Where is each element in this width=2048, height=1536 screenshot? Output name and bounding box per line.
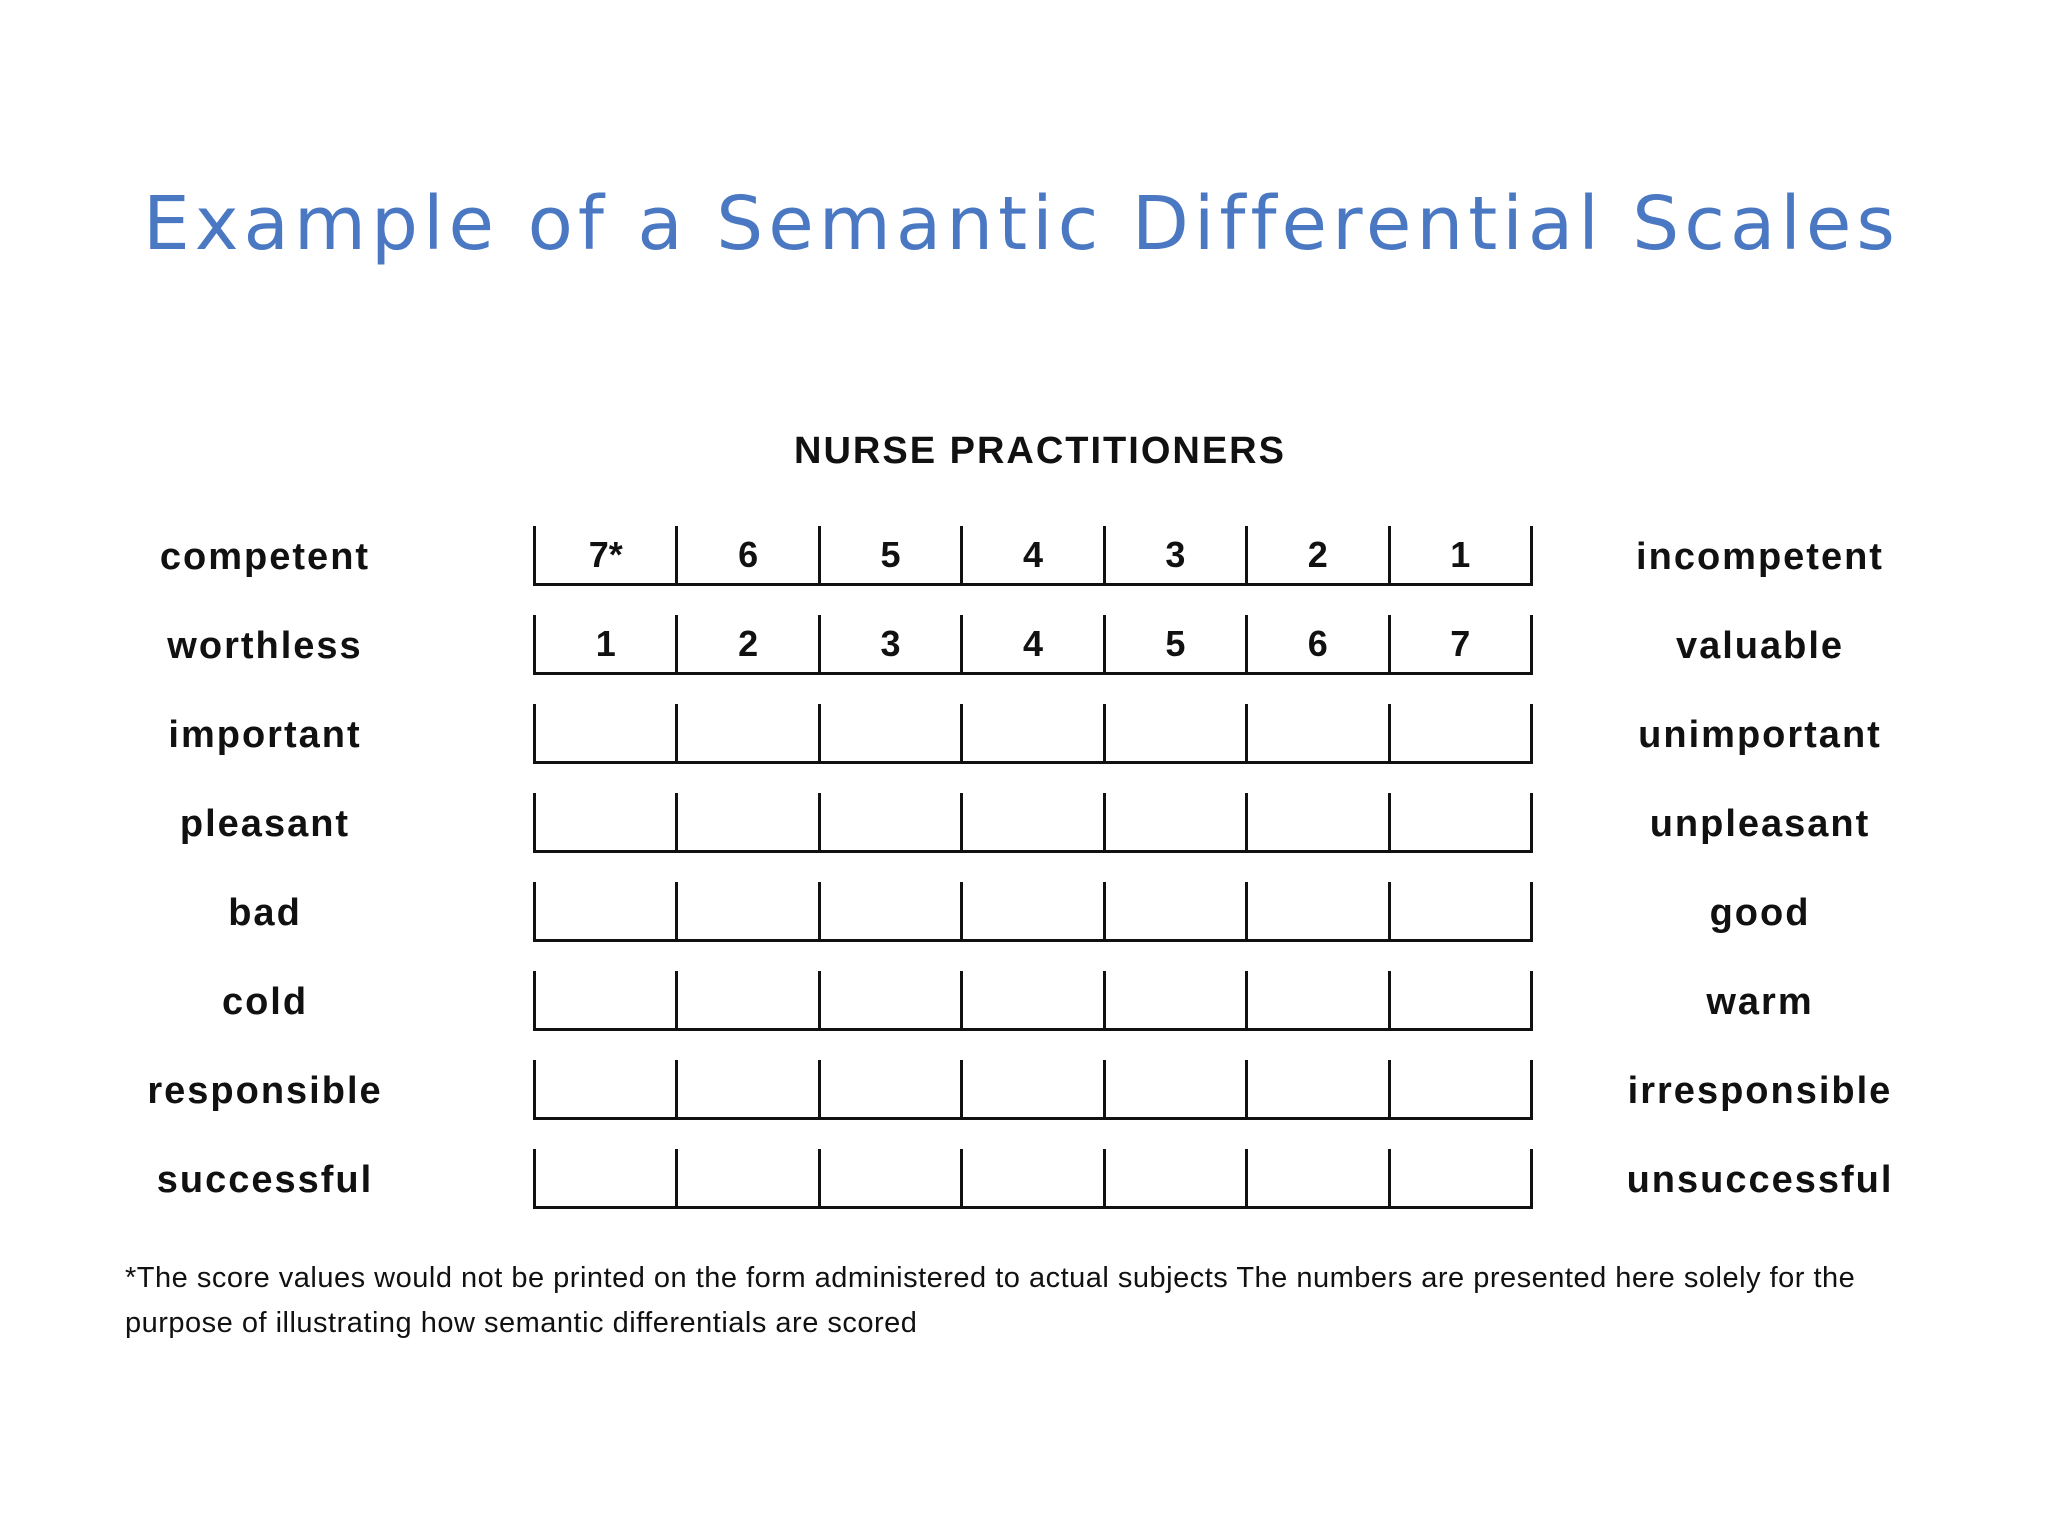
scale-cell: [675, 793, 817, 850]
scale-cell: [1245, 1060, 1387, 1117]
scale-cell: [533, 1060, 675, 1117]
scale-cell: [818, 704, 960, 761]
scale-cell: [1388, 971, 1533, 1028]
scale-cell: 1: [533, 615, 675, 672]
scale-cell: 4: [960, 526, 1102, 583]
scale-rows: [120, 522, 1970, 1234]
scale-cell: [960, 1060, 1102, 1117]
adjective-left: responsible: [147, 1070, 383, 1112]
rating-scale: [533, 704, 1533, 764]
scale-cell: [1388, 1149, 1533, 1206]
scale-cell: [1245, 971, 1387, 1028]
scale-cell: [818, 971, 960, 1028]
rating-scale: [533, 971, 1533, 1031]
scale-cell: [818, 793, 960, 850]
adjective-right: unpleasant: [1649, 803, 1871, 845]
scale-cell: 2: [1245, 526, 1387, 583]
scale-row-responsible: [120, 1056, 1970, 1145]
adjective-right: unimportant: [1638, 714, 1882, 756]
adjective-left: worthless: [167, 625, 363, 667]
scale-row-bad: [120, 878, 1970, 967]
scale-cell: [960, 971, 1102, 1028]
adjective-left: important: [168, 714, 362, 756]
scale-cell: [1103, 882, 1245, 939]
scale-row-important: [120, 700, 1970, 789]
scale-row-competent: [120, 522, 1970, 611]
scale-cell: [818, 882, 960, 939]
adjective-left: pleasant: [179, 803, 351, 845]
scale-cell: [1245, 793, 1387, 850]
adjective-right: warm: [1706, 981, 1814, 1023]
scale-cell: 3: [818, 615, 960, 672]
scale-cell: [1245, 1149, 1387, 1206]
scale-cell: [533, 1149, 675, 1206]
adjective-right: good: [1709, 892, 1811, 934]
scale-cell: [960, 793, 1102, 850]
scale-cell: [1388, 882, 1533, 939]
adjective-right: irresponsible: [1627, 1070, 1893, 1112]
adjective-right: incompetent: [1636, 536, 1884, 578]
rating-scale: [533, 615, 1533, 675]
scale-cell: [1103, 793, 1245, 850]
slide-title: Example of a Semantic Differential Scales: [143, 181, 1900, 267]
scale-cell: [960, 1149, 1102, 1206]
rating-scale: [533, 1060, 1533, 1120]
scale-cell: 7: [1388, 615, 1533, 672]
scale-cell: [1245, 704, 1387, 761]
scale-cell: 4: [960, 615, 1102, 672]
scale-cell: 6: [1245, 615, 1387, 672]
scale-cell: [533, 793, 675, 850]
scale-cell: [1103, 704, 1245, 761]
scale-cell: [960, 882, 1102, 939]
adjective-left: bad: [228, 892, 302, 934]
adjective-right: valuable: [1675, 625, 1845, 667]
scale-cell: [533, 704, 675, 761]
scale-row-cold: [120, 967, 1970, 1056]
scale-cell: [960, 704, 1102, 761]
scale-cell: [1245, 882, 1387, 939]
scale-cell: 5: [818, 526, 960, 583]
adjective-left: cold: [221, 981, 309, 1023]
scale-cell: [1103, 1149, 1245, 1206]
scale-cell: 6: [675, 526, 817, 583]
scale-row-successful: [120, 1145, 1970, 1234]
scale-cell: 7*: [533, 526, 675, 583]
rating-scale: [533, 526, 1533, 586]
scale-cell: [1388, 1060, 1533, 1117]
scale-cell: [1388, 793, 1533, 850]
scale-cell: [533, 882, 675, 939]
scale-cell: [675, 882, 817, 939]
scale-cell: 2: [675, 615, 817, 672]
scale-cell: [818, 1149, 960, 1206]
scale-cell: 1: [1388, 526, 1533, 583]
scale-cell: [675, 1060, 817, 1117]
scale-cell: [675, 1149, 817, 1206]
adjective-right: unsuccessful: [1626, 1159, 1894, 1201]
form-heading: NURSE PRACTITIONERS: [794, 430, 1286, 472]
scale-cell: [533, 971, 675, 1028]
adjective-left: successful: [156, 1159, 374, 1201]
scale-cell: [675, 971, 817, 1028]
footnote: *The score values would not be printed on the form administered to actual subjects The numbers are presented here solely for the purpose of illustrating how semantic differentials are scored: [125, 1262, 1856, 1339]
scale-cell: 5: [1103, 615, 1245, 672]
scale-cell: [675, 704, 817, 761]
scale-row-worthless: [120, 611, 1970, 700]
scale-cell: [1103, 1060, 1245, 1117]
rating-scale: [533, 1149, 1533, 1209]
scale-cell: [1103, 971, 1245, 1028]
semantic-differential-form: [120, 430, 1970, 1350]
scale-row-pleasant: [120, 789, 1970, 878]
rating-scale: [533, 793, 1533, 853]
rating-scale: [533, 882, 1533, 942]
scale-cell: [818, 1060, 960, 1117]
scale-cell: 3: [1103, 526, 1245, 583]
scale-cell: [1388, 704, 1533, 761]
adjective-left: competent: [159, 536, 371, 578]
